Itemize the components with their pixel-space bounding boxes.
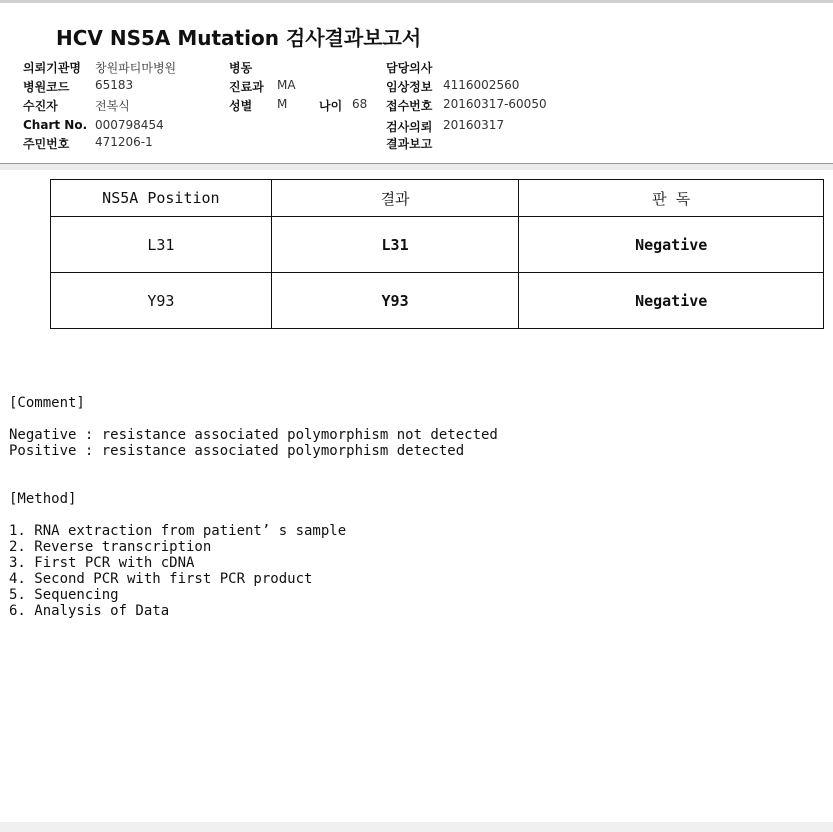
header-ns5a-position: NS5A Position — [51, 180, 272, 217]
label-sex: 성별 — [229, 99, 253, 113]
header-band — [0, 164, 833, 170]
method-step: 4. Second PCR with first PCR product — [9, 571, 313, 587]
method-step: 5. Sequencing — [9, 587, 119, 603]
results-table-header-row — [51, 180, 824, 217]
label-attending-physician: 담당의사 — [386, 61, 433, 75]
method-heading: [Method] — [9, 491, 77, 507]
report-title: HCV NS5A Mutation 검사결과보고서 — [56, 26, 422, 50]
footer-band — [0, 822, 833, 832]
label-ward: 병동 — [229, 61, 253, 75]
label-clinical-info: 임상정보 — [386, 80, 433, 94]
value-test-request-date: 20160317 — [443, 118, 505, 132]
value-patient-name: 전복식 — [95, 99, 130, 113]
cell-interpretation: Negative — [519, 273, 824, 329]
value-receipt-number: 20160317-60050 — [443, 97, 547, 111]
results-table — [50, 179, 824, 329]
header-interpretation: 판 독 — [519, 180, 824, 217]
value-chart-no: 000798454 — [95, 118, 164, 132]
label-resident-number: 주민번호 — [23, 137, 70, 151]
label-hospital-code: 병원코드 — [23, 80, 70, 94]
method-step: 3. First PCR with cDNA — [9, 555, 195, 571]
value-sex: M — [277, 97, 288, 111]
cell-interpretation: Negative — [519, 217, 824, 273]
label-result-report: 결과보고 — [386, 137, 433, 151]
label-department: 진료과 — [229, 80, 264, 94]
header-result: 결과 — [271, 180, 519, 217]
comment-line-negative: Negative : resistance associated polymorphism not detected — [9, 427, 498, 443]
comment-heading: [Comment] — [9, 395, 85, 411]
cell-result: Y93 — [271, 273, 519, 329]
top-border — [0, 0, 833, 3]
value-clinical-info: 4116002560 — [443, 78, 520, 92]
comment-line-positive: Positive : resistance associated polymorphism detected — [9, 443, 465, 459]
cell-result: L31 — [271, 217, 519, 273]
value-requesting-institution: 창원파티마병원 — [95, 61, 177, 75]
method-step: 2. Reverse transcription — [9, 539, 212, 555]
label-age: 나이 — [319, 99, 343, 113]
table-row — [51, 217, 824, 273]
method-step: 6. Analysis of Data — [9, 603, 170, 619]
label-patient-name: 수진자 — [23, 99, 58, 113]
value-resident-number: 471206-1 — [95, 135, 153, 149]
label-requesting-institution: 의뢰기관명 — [23, 61, 81, 75]
method-step: 1. RNA extraction from patient’ s sample — [9, 523, 347, 539]
value-age: 68 — [352, 97, 368, 111]
value-hospital-code: 65183 — [95, 78, 134, 92]
value-department: MA — [277, 78, 296, 92]
label-receipt-number: 접수번호 — [386, 99, 433, 113]
cell-position: L31 — [51, 217, 272, 273]
table-row — [51, 273, 824, 329]
label-test-request-date: 검사의뢰 — [386, 120, 433, 134]
label-chart-no: Chart No. — [23, 118, 88, 132]
cell-position: Y93 — [51, 273, 272, 329]
